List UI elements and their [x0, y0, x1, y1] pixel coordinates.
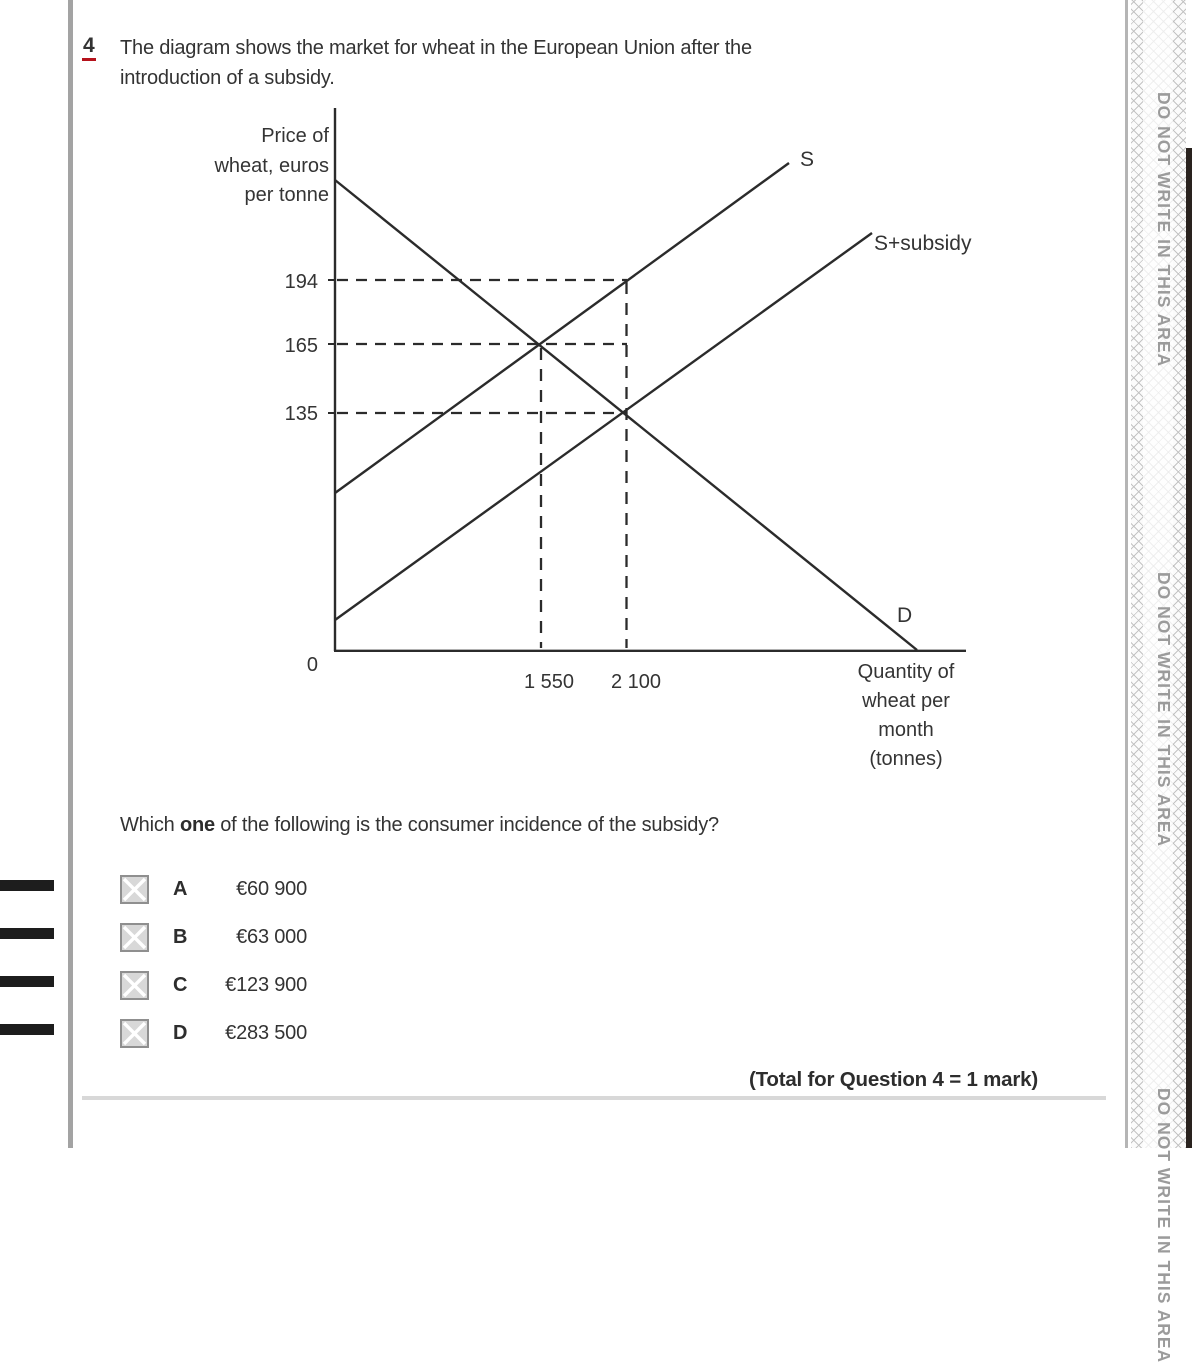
- supply-plus-subsidy-curve: [335, 233, 872, 620]
- demand-curve-label: D: [897, 604, 913, 627]
- sidebar-border-line: [1125, 0, 1128, 1148]
- page-scan-dark-edge: [1186, 148, 1192, 1148]
- y-axis-title-line1: Price of: [261, 125, 329, 147]
- answer-checkbox-b[interactable]: [120, 923, 149, 952]
- do-not-write-text-2: DO NOT WRITE IN THIS AREA: [1154, 572, 1174, 848]
- binding-mark: [0, 880, 54, 891]
- option-letter-c: C: [173, 973, 188, 996]
- checkbox-x-icon: [122, 877, 147, 902]
- option-letter-d: D: [173, 1021, 188, 1044]
- question-divider-rule: [82, 1096, 1106, 1100]
- binding-mark: [0, 1024, 54, 1035]
- binding-mark: [0, 976, 54, 987]
- checkbox-x-icon: [122, 925, 147, 950]
- origin-label: 0: [306, 654, 318, 676]
- question-number: 4: [82, 35, 96, 61]
- answer-checkbox-a[interactable]: [120, 875, 149, 904]
- y-tick-label-135: 135: [284, 403, 318, 425]
- do-not-write-text-3: DO NOT WRITE IN THIS AREA: [1154, 1088, 1174, 1363]
- option-letter-a: A: [173, 877, 188, 900]
- question-text-line2: introduction of a subsidy.: [120, 67, 335, 89]
- option-value-a: €60 900: [236, 877, 307, 900]
- answer-checkbox-c[interactable]: [120, 971, 149, 1000]
- prompt-prefix: Which: [120, 814, 180, 836]
- y-tick-label-194: 194: [284, 271, 318, 293]
- option-value-b: €63 000: [236, 925, 307, 948]
- question-text-line1: The diagram shows the market for wheat in the European Union after the: [120, 37, 752, 59]
- checkbox-x-icon: [122, 973, 147, 998]
- question-prompt: [120, 814, 719, 837]
- supply-curve-label: S: [800, 148, 815, 171]
- do-not-write-text-1: DO NOT WRITE IN THIS AREA: [1154, 92, 1174, 368]
- option-row-c[interactable]: [120, 970, 307, 1000]
- y-axis-title-line2: wheat, euros: [214, 155, 329, 177]
- option-value-c: €123 900: [225, 973, 307, 996]
- supply-curve: [335, 163, 789, 493]
- binding-mark: [0, 928, 54, 939]
- x-tick-label-1550: 1 550: [523, 671, 575, 693]
- x-tick-label-2100: 2 100: [610, 671, 662, 693]
- option-row-a[interactable]: [120, 874, 307, 904]
- checkbox-x-icon: [122, 1021, 147, 1046]
- x-axis-title-line4: (tonnes): [869, 748, 943, 770]
- option-letter-b: B: [173, 925, 188, 948]
- option-value-d: €283 500: [225, 1021, 307, 1044]
- x-axis-title-line3: month: [878, 719, 934, 741]
- answer-checkbox-d[interactable]: [120, 1019, 149, 1048]
- y-tick-label-165: 165: [284, 335, 318, 357]
- option-row-b[interactable]: [120, 922, 307, 952]
- option-row-d[interactable]: [120, 1018, 307, 1048]
- prompt-suffix: of the following is the consumer incidence of the subsidy?: [214, 814, 719, 836]
- prompt-bold-word: one: [179, 814, 215, 836]
- x-axis-title-line1: Quantity of: [857, 661, 955, 683]
- supply-plus-subsidy-curve-label: S+subsidy: [874, 232, 972, 255]
- supply-demand-diagram: [200, 100, 1000, 790]
- total-marks-text: (Total for Question 4 = 1 mark): [748, 1068, 1038, 1091]
- page-edge-line: [68, 0, 73, 1148]
- y-axis-title-line3: per tonne: [244, 184, 329, 206]
- x-axis-title-line2: wheat per: [862, 690, 950, 712]
